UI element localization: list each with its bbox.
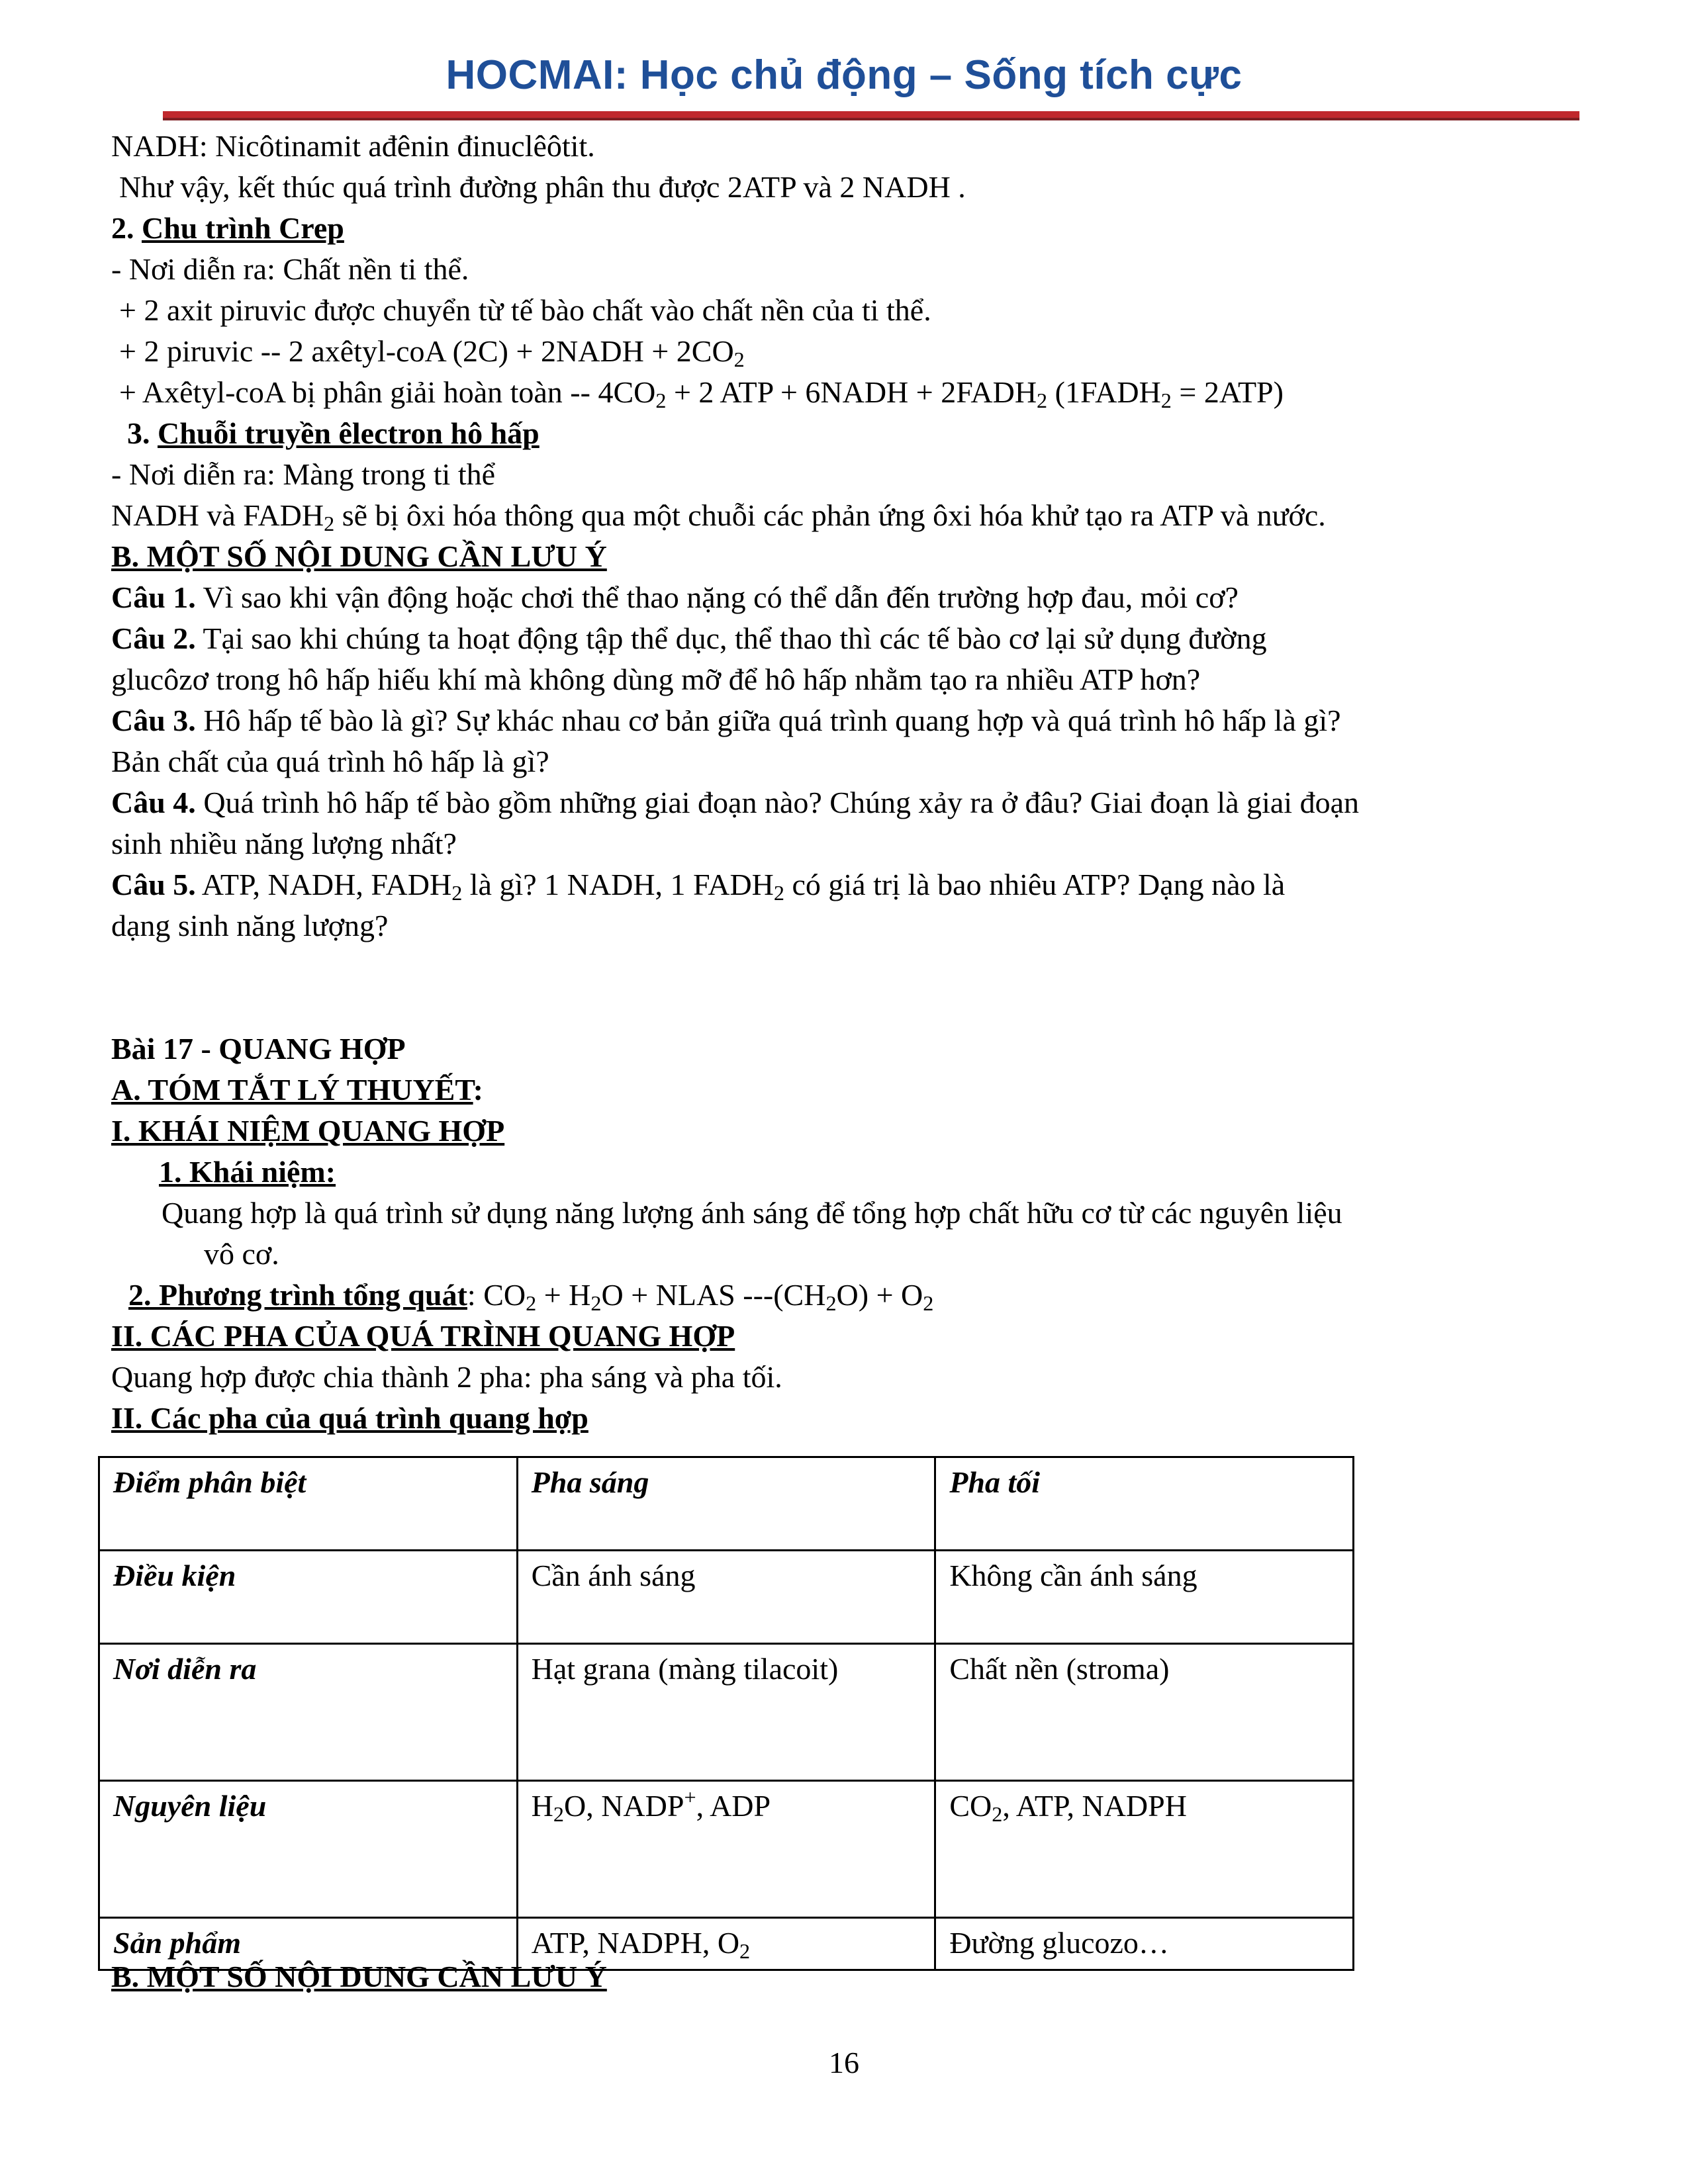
superscript: + <box>684 1785 696 1809</box>
subscript: 2 <box>655 388 667 413</box>
phases-intro: Quang hợp được chia thành 2 pha: pha sáng và pha tối. <box>111 1360 782 1394</box>
subscript: 2 <box>553 1802 564 1827</box>
question-4-cont: sinh nhiều năng lượng nhất? <box>111 827 457 860</box>
krebs-line-3-c: (1FADH <box>1047 375 1161 409</box>
subscript: 2 <box>733 347 745 372</box>
row-label: Sản phẩm <box>99 1918 518 1970</box>
etc-place: - Nơi diễn ra: Màng trong ti thể <box>111 457 496 491</box>
etc-heading <box>111 413 1587 454</box>
question-1-text: Vì sao khi vận động hoặc chơi thể thao nặng có thể dẫn đến trường hợp đau, mỏi cơ? <box>195 580 1239 614</box>
concept-text-cont: vô cơ. <box>204 1237 279 1271</box>
light-phase-cell: Cần ánh sáng <box>517 1551 935 1644</box>
subscript: 2 <box>825 1291 837 1316</box>
question-3-cont: Bản chất của quá trình hô hấp là gì? <box>111 745 549 778</box>
table-header-row <box>99 1457 1354 1551</box>
krebs-line-3-d: = 2ATP) <box>1171 375 1284 409</box>
dark-phase-cell: Đường glucozo… <box>935 1918 1354 1970</box>
cell-text: , ADP <box>696 1789 771 1823</box>
subscript: 2 <box>773 881 784 905</box>
notes-heading-1: B. MỘT SỐ NỘI DUNG CẦN LƯU Ý <box>111 539 607 573</box>
lesson-title: Bài 17 - QUANG HỢP <box>111 1032 406 1066</box>
nadh-definition: NADH: Nicôtinamit ađênin đinuclêôtit. <box>111 129 595 163</box>
table-caption: II. Các pha của quá trình quang hợp <box>111 1401 588 1435</box>
question-3-label: Câu 3. <box>111 704 196 737</box>
etc-description <box>111 495 1587 536</box>
dark-phase-cell <box>935 1781 1354 1918</box>
photosynthesis-phase-table <box>98 1456 1354 1971</box>
krebs-place: - Nơi diễn ra: Chất nền ti thể. <box>111 252 469 286</box>
notes-heading-2: B. MỘT SỐ NỘI DUNG CẦN LƯU Ý <box>111 1960 607 1993</box>
etc-number: 3. <box>127 416 158 450</box>
question-5-a: ATP, NADH, FADH <box>195 868 452 901</box>
subscript: 2 <box>1160 388 1172 413</box>
light-phase-cell <box>517 1781 935 1918</box>
question-2-label: Câu 2. <box>111 621 196 655</box>
subscript: 2 <box>526 1291 537 1316</box>
krebs-line-2 <box>111 331 1587 372</box>
section-a-colon: : <box>473 1073 483 1107</box>
row-label: Nguyên liệu <box>99 1781 518 1918</box>
krebs-number: 2. <box>111 211 142 245</box>
glycolysis-result: Như vậy, kết thúc quá trình đường phân thu được 2ATP và 2 NADH . <box>119 170 966 204</box>
question-5-label: Câu 5. <box>111 868 196 901</box>
row-label: Điều kiện <box>99 1551 518 1644</box>
cell-text: H <box>531 1789 553 1823</box>
subscript: 2 <box>590 1291 602 1316</box>
section-a-heading <box>111 1069 1587 1111</box>
question-2 <box>111 618 1587 659</box>
cell-text: CO <box>949 1789 992 1823</box>
page-header-title: HOCMAI: Học chủ động – Sống tích cực <box>445 52 1243 98</box>
table-header-cell: Pha sáng <box>517 1457 935 1551</box>
page-number: 16 <box>829 2046 859 2079</box>
krebs-heading <box>111 208 1587 249</box>
question-5-c: có giá trị là bao nhiêu ATP? Dạng nào là <box>784 868 1286 901</box>
equation-d: O) + O <box>836 1278 923 1312</box>
cell-text: ATP, NADPH, O <box>531 1926 740 1960</box>
equation-colon: : <box>467 1278 476 1312</box>
page-content <box>111 126 1587 1439</box>
concept-text: Quang hợp là quá trình sử dụng năng lượng ánh sáng để tổng hợp chất hữu cơ từ các nguyên liệu <box>162 1196 1342 1230</box>
question-3 <box>111 700 1587 741</box>
table-row <box>99 1781 1354 1918</box>
question-1-label: Câu 1. <box>111 580 196 614</box>
question-2-cont: glucôzơ trong hô hấp hiếu khí mà không dùng mỡ để hô hấp nhằm tạo ra nhiều ATP hơn? <box>111 662 1201 696</box>
question-5 <box>111 864 1587 905</box>
question-5-cont: dạng sinh năng lượng? <box>111 909 389 942</box>
dark-phase-cell: Chất nền (stroma) <box>935 1644 1354 1781</box>
krebs-line-2-text: + 2 piruvic -- 2 axêtyl-coA (2C) + 2NADH + 2CO <box>119 334 734 368</box>
subscript: 2 <box>923 1291 934 1316</box>
subscript: 2 <box>324 512 335 536</box>
section-a-title: A. TÓM TẮT LÝ THUYẾT <box>111 1073 473 1107</box>
krebs-title: Chu trình Crep <box>142 211 344 245</box>
table-header-cell: Pha tối <box>935 1457 1354 1551</box>
subscript: 2 <box>1037 388 1048 413</box>
equation-c: O + NLAS ---(CH <box>601 1278 826 1312</box>
krebs-line-3-a: + Axêtyl-coA bị phân giải hoàn toàn -- 4CO <box>119 375 656 409</box>
question-4-text: Quá trình hô hấp tế bào gồm những giai đoạn nào? Chúng xảy ra ở đâu? Giai đoạn là giai đoạn <box>195 786 1359 819</box>
equation-line <box>111 1275 1587 1316</box>
dark-phase-cell: Không cần ánh sáng <box>935 1551 1354 1644</box>
question-4 <box>111 782 1587 823</box>
question-3-text: Hô hấp tế bào là gì? Sự khác nhau cơ bản giữa quá trình quang hợp và quá trình hô hấp là gì? <box>195 704 1341 737</box>
question-1 <box>111 577 1587 618</box>
question-5-b: là gì? 1 NADH, 1 FADH <box>462 868 774 901</box>
krebs-line-3 <box>111 372 1587 413</box>
row-label: Nơi diễn ra <box>99 1644 518 1781</box>
subscript: 2 <box>992 1802 1003 1827</box>
etc-desc-a: NADH và FADH <box>111 498 324 532</box>
light-phase-cell: Hạt grana (màng tilacoit) <box>517 1644 935 1781</box>
part-2-heading: II. CÁC PHA CỦA QUÁ TRÌNH QUANG HỢP <box>111 1319 735 1353</box>
equation-b: + H <box>536 1278 591 1312</box>
cell-text: O, NADP <box>563 1789 684 1823</box>
table-row <box>99 1551 1354 1644</box>
krebs-line-3-b: + 2 ATP + 6NADH + 2FADH <box>666 375 1037 409</box>
table-header-cell: Điểm phân biệt <box>99 1457 518 1551</box>
header-divider <box>163 111 1579 120</box>
cell-text: , ATP, NADPH <box>1002 1789 1187 1823</box>
question-2-text: Tại sao khi chúng ta hoạt động tập thể dục, thể thao thì các tế bào cơ lại sử dụng đường <box>195 621 1267 655</box>
etc-title: Chuỗi truyền êlectron hô hấp <box>158 416 539 450</box>
krebs-line-1: + 2 axit piruvic được chuyển từ tế bào chất vào chất nền của ti thể. <box>119 293 931 327</box>
question-4-label: Câu 4. <box>111 786 196 819</box>
equation-label: 2. Phương trình tổng quát <box>128 1278 467 1312</box>
etc-desc-b: sẽ bị ôxi hóa thông qua một chuỗi các phản ứng ôxi hóa khử tạo ra ATP và nước. <box>334 498 1326 532</box>
equation-a: CO <box>475 1278 526 1312</box>
concept-label: 1. Khái niệm: <box>159 1155 336 1189</box>
spacer <box>111 946 1587 1028</box>
table-row <box>99 1644 1354 1781</box>
subscript: 2 <box>451 881 463 905</box>
subscript: 2 <box>739 1939 751 1964</box>
part-1-heading: I. KHÁI NIỆM QUANG HỢP <box>111 1114 505 1148</box>
